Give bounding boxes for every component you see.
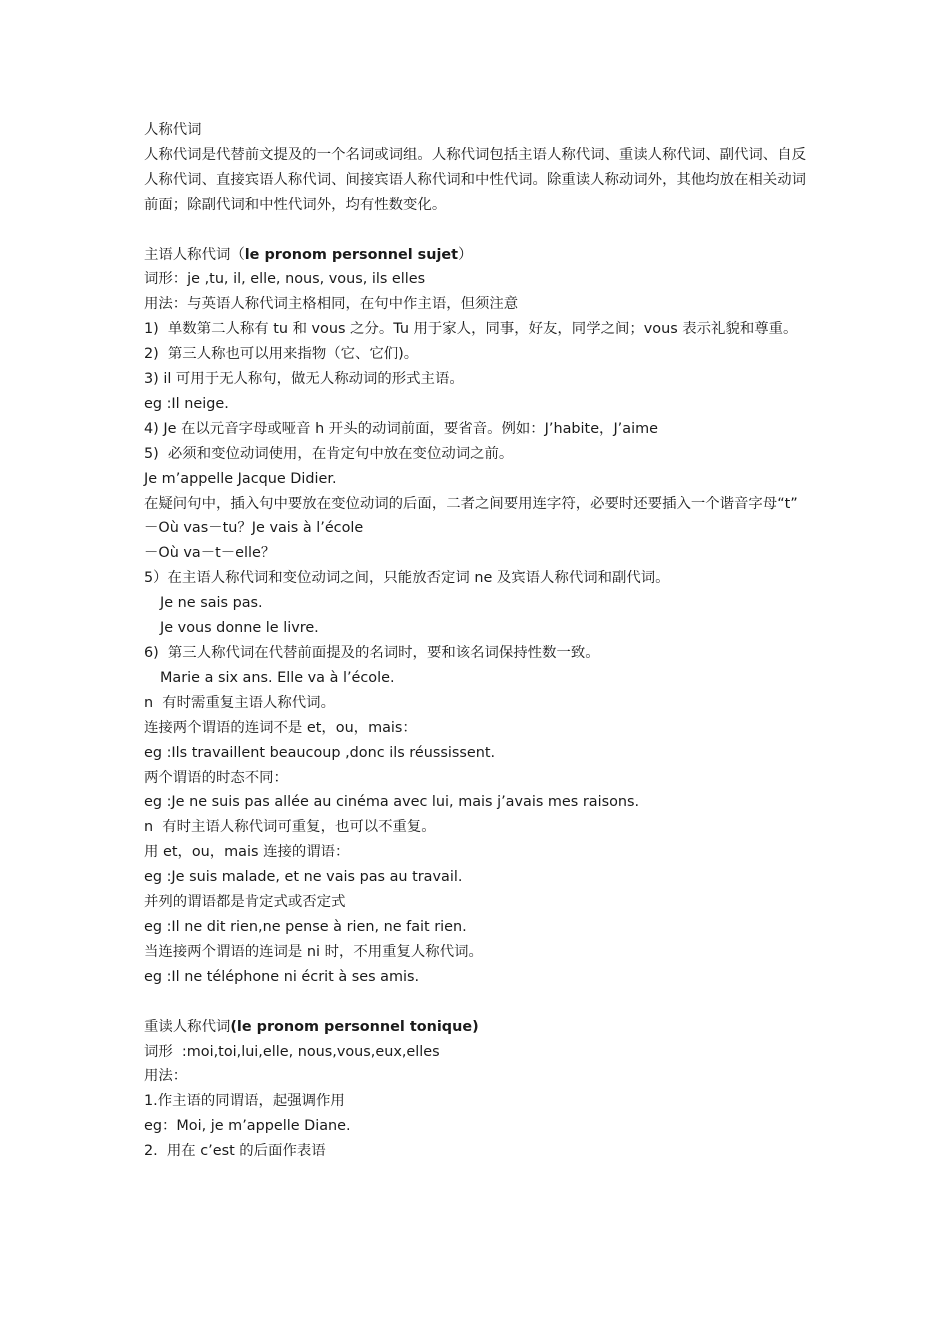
intro-paragraph: 人称代词是代替前文提及的一个名词或词组。人称代词包括主语人称代词、重读人称代词、副代词、自反人称代词、直接宾语人称代词、间接宾语人称代词和中性代词。除重读人称动词外，其他均放在相关动词前面；除副代词和中性代词外，均有性数变化。	[144, 146, 806, 213]
text-line: 5）在主语人称代词和变位动词之间，只能放否定词 ne 及宾语人称代词和副代词。	[144, 570, 670, 587]
text-line: 词形：je ,tu, il, elle, nous, vous, ils elles	[144, 271, 426, 288]
example-line: －Où va－t－elle？	[144, 545, 276, 562]
text-line: 1) 单数第二人称有 tu 和 vous 之分。Tu 用于家人，同事，好友，同学之间；vous 表示礼貌和尊重。	[144, 321, 798, 338]
blank-line	[144, 218, 814, 243]
example-line: Marie a six ans. Elle va à l’école.	[160, 669, 395, 686]
text-line: 5) 必须和变位动词使用，在肯定句中放在变位动词之前。	[144, 445, 514, 462]
text-line: 词形 :moi,toi,lui,elle, nous,vous,eux,elles	[144, 1043, 440, 1060]
text-line: 连接两个谓语的连词不是 et，ou，mais：	[144, 719, 417, 736]
text-line: 用法：与英语人称代词主格相同，在句中作主语，但须注意	[144, 296, 519, 313]
text-line: n 有时需重复主语人称代词。	[144, 694, 335, 711]
text-line: 4) Je 在以元音字母或哑音 h 开头的动词前面，要省音。例如：J’habite，J’aime	[144, 420, 658, 437]
example-line: Je ne sais pas.	[160, 595, 263, 612]
section-heading-subject-pronoun: 主语人称代词（le pronom personnel sujet）	[144, 246, 473, 263]
example-line: Je m’appelle Jacque Didier.	[144, 470, 337, 487]
example-line: eg :Il ne dit rien,ne pense à rien, ne fait rien.	[144, 918, 467, 935]
example-line: eg :Je suis malade, et ne vais pas au travail.	[144, 869, 463, 886]
text-line: 当连接两个谓语的连词是 ni 时，不用重复人称代词。	[144, 943, 483, 960]
example-line: eg :Il neige.	[144, 395, 229, 412]
text-line: 2. 用在 c’est 的后面作表语	[144, 1143, 326, 1160]
text-line: 并列的谓语都是肯定式或否定式	[144, 894, 346, 911]
example-line: eg：Moi, je m’appelle Diane.	[144, 1118, 351, 1135]
document-body	[144, 118, 814, 1164]
blank-line	[144, 990, 814, 1015]
section-heading-tonic-pronoun: 重读人称代词(le pronom personnel tonique)	[144, 1018, 479, 1035]
text-line: 1.作主语的同谓语，起强调作用	[144, 1093, 345, 1110]
section-heading: 人称代词	[144, 122, 202, 138]
text-line: 用法：	[144, 1068, 188, 1085]
text-line: 两个谓语的时态不同：	[144, 769, 288, 786]
text-line: n 有时主语人称代词可重复，也可以不重复。	[144, 819, 436, 836]
text-line: 6) 第三人称代词在代替前面提及的名词时，要和该名词保持性数一致。	[144, 645, 600, 662]
text-line: 3) il 可用于无人称句，做无人称动词的形式主语。	[144, 371, 464, 388]
text-line: 用 et，ou，mais 连接的谓语：	[144, 844, 350, 861]
text-line: 2) 第三人称也可以用来指物（它、它们)。	[144, 346, 419, 363]
example-line: Je vous donne le livre.	[160, 620, 319, 637]
text-line: 在疑问句中，插入句中要放在变位动词的后面，二者之间要用连字符，必要时还要插入一个谐音字母“t”	[144, 495, 798, 512]
example-line: eg :Ils travaillent beaucoup ,donc ils réussissent.	[144, 744, 496, 761]
example-line: eg :Je ne suis pas allée au cinéma avec lui, mais j’avais mes raisons.	[144, 794, 640, 811]
example-line: －Où vas－tu？Je vais à l’école	[144, 520, 364, 537]
example-line: eg :Il ne téléphone ni écrit à ses amis.	[144, 968, 420, 985]
